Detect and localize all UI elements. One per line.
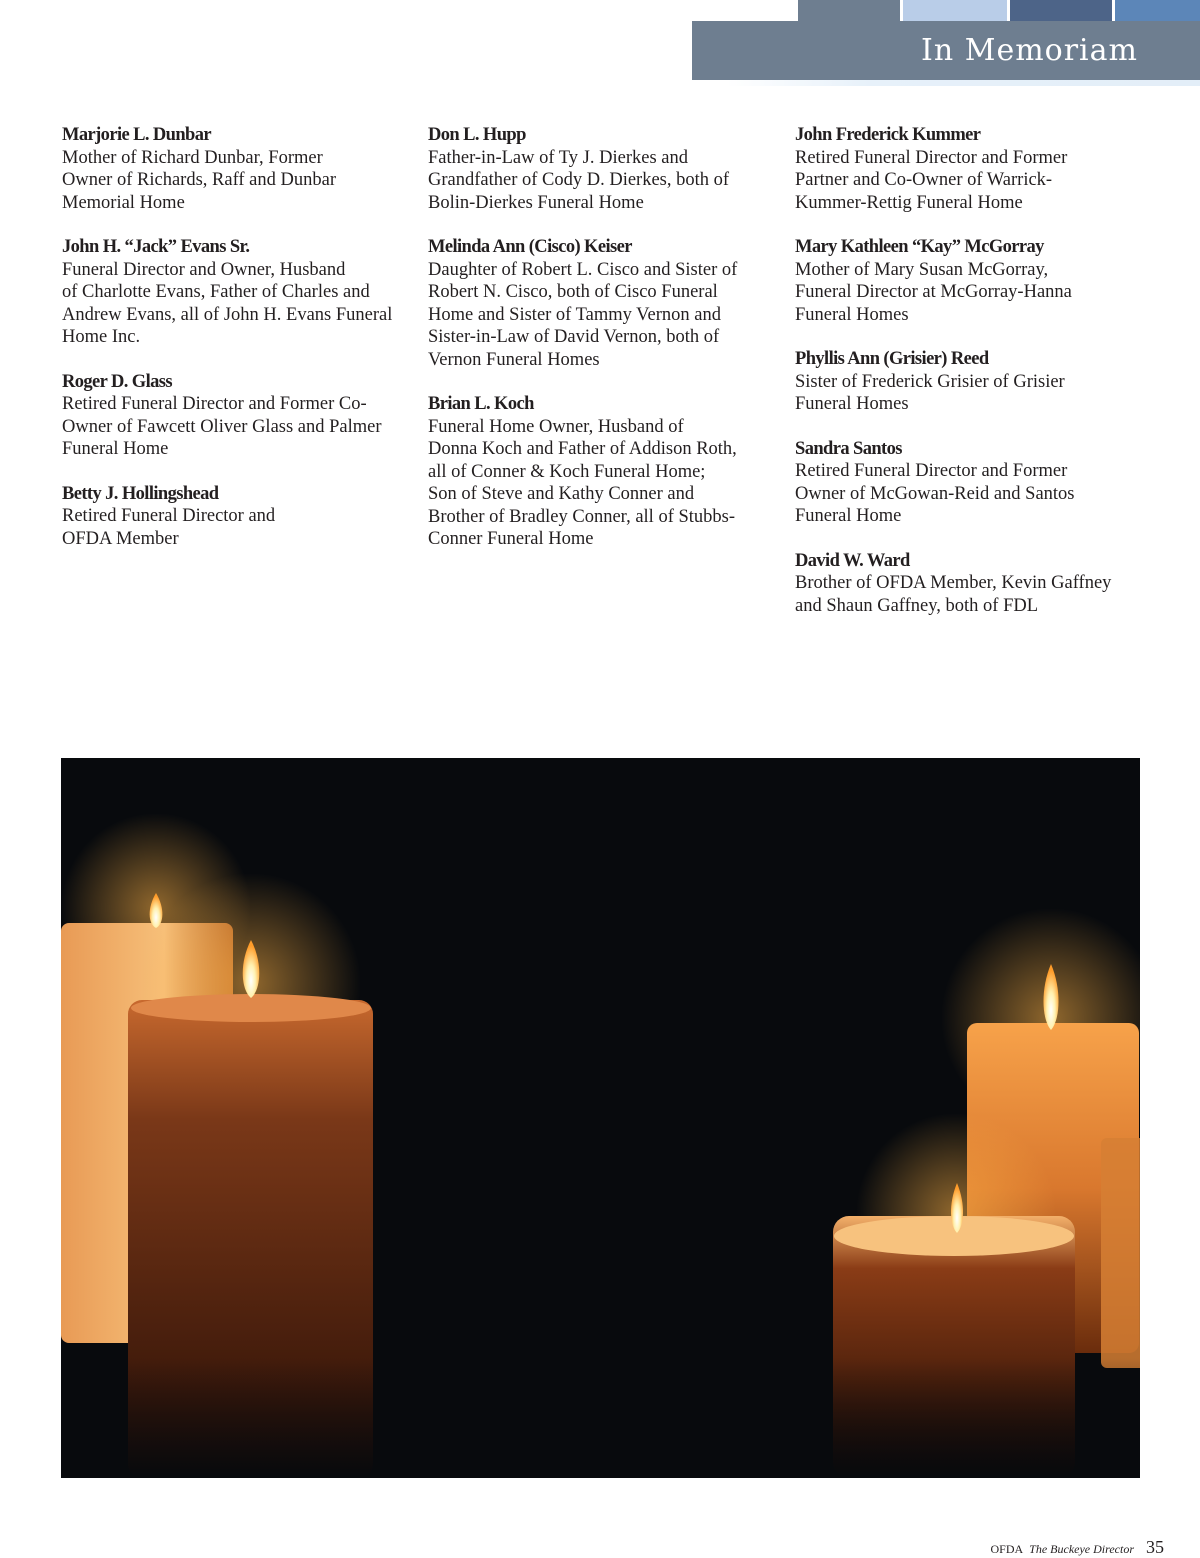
- memorial-entry: [428, 124, 773, 214]
- deceased-name: Brian L. Koch: [428, 394, 534, 414]
- memorial-entry: [795, 550, 1140, 618]
- memorial-column: [428, 124, 773, 573]
- deceased-name: Sandra Santos: [795, 438, 902, 459]
- deceased-name: Marjorie L. Dunbar: [62, 125, 211, 145]
- header-tab: [798, 0, 900, 21]
- memorial-entry: [62, 371, 407, 461]
- memorial-column: [62, 124, 407, 572]
- deceased-name: Betty J. Hollingshead: [62, 483, 219, 504]
- memorial-entry: [795, 438, 1140, 528]
- deceased-name: Phyllis Ann (Grisier) Reed: [795, 349, 989, 369]
- deceased-description: Sister of Frederick Grisier of Grisier Funeral Homes: [795, 371, 1065, 414]
- deceased-description: Mother of Richard Dunbar, Former Owner of Richards, Raff and Dunbar Memorial Home: [62, 147, 336, 213]
- memorial-entry: [62, 124, 407, 214]
- memorial-entry: [428, 236, 773, 371]
- deceased-description: Retired Funeral Director and Former Owner of McGowan-Reid and Santos Funeral Home: [795, 461, 1075, 526]
- deceased-name: Melinda Ann (Cisco) Keiser: [428, 237, 632, 257]
- page-number: 35: [1146, 1537, 1164, 1557]
- memorial-entry: [795, 124, 1140, 214]
- deceased-name: John H. “Jack” Evans Sr.: [62, 237, 250, 257]
- memorial-entry: [62, 483, 407, 551]
- deceased-description: Daughter of Robert L. Cisco and Sister of Robert N. Cisco, both of Cisco Funeral Home and Sister of Tammy Vernon and Sister-in-Law of David Vernon, both of Vernon Funeral Homes: [428, 259, 738, 370]
- memorial-entry: [795, 236, 1140, 326]
- deceased-name: David W. Ward: [795, 550, 910, 571]
- header-tab: [1115, 0, 1200, 21]
- header-accent: [727, 80, 1200, 86]
- page-footer: [990, 1537, 1164, 1558]
- deceased-name: Mary Kathleen “Kay” McGorray: [795, 237, 1044, 257]
- header-tab: [1010, 0, 1112, 21]
- deceased-name: Don L. Hupp: [428, 125, 526, 145]
- deceased-name: Roger D. Glass: [62, 371, 172, 392]
- memorial-entry: [62, 236, 407, 349]
- footer-publication: The Buckeye Director: [1029, 1542, 1134, 1556]
- deceased-description: Father-in-Law of Ty J. Dierkes and Grandfather of Cody D. Dierkes, both of Bolin-Dierkes Funeral Home: [428, 147, 730, 213]
- section-title: In Memoriam: [692, 21, 1200, 80]
- memorial-entry: [795, 348, 1140, 416]
- deceased-description: Retired Funeral Director and OFDA Member: [62, 506, 276, 549]
- footer-org: OFDA: [990, 1542, 1024, 1556]
- header-tab: [903, 0, 1007, 21]
- deceased-description: Brother of OFDA Member, Kevin Gaffney and Shaun Gaffney, both of FDL: [795, 573, 1112, 616]
- memorial-column: [795, 124, 1140, 639]
- deceased-description: Retired Funeral Director and Former Partner and Co-Owner of Warrick- Kummer-Rettig Funeral Home: [795, 147, 1068, 213]
- deceased-description: Funeral Director and Owner, Husband of Charlotte Evans, Father of Charles and Andrew Evans, all of John H. Evans Funeral Home Inc.: [62, 259, 393, 347]
- deceased-description: Funeral Home Owner, Husband of Donna Koch and Father of Addison Roth, all of Conner & Koch Funeral Home; Son of Steve and Kathy Conner and Brother of Bradley Conner, all of Stubbs- Conner Funeral Home: [428, 416, 737, 549]
- deceased-description: Retired Funeral Director and Former Co- Owner of Fawcett Oliver Glass and Palmer Funeral Home: [62, 394, 382, 459]
- memorial-entry: [428, 393, 773, 551]
- deceased-description: Mother of Mary Susan McGorray, Funeral Director at McGorray-Hanna Funeral Homes: [795, 259, 1072, 325]
- deceased-name: John Frederick Kummer: [795, 125, 981, 145]
- candles-photo: [61, 758, 1140, 1478]
